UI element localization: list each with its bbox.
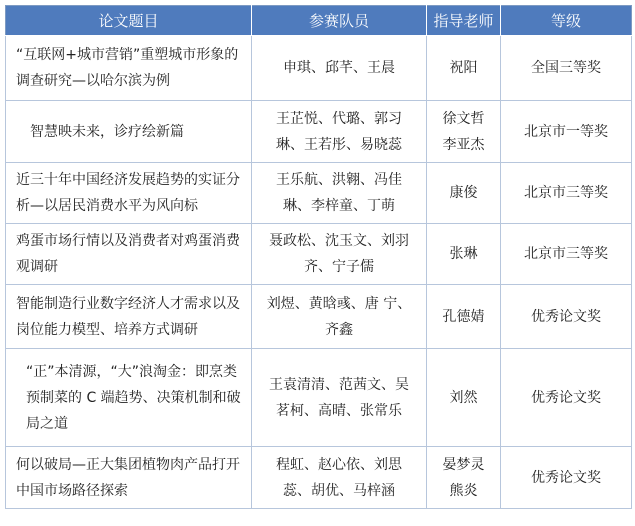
header-teacher: 指导老师 [427,6,501,36]
team-members: 程虹、赵心依、刘思蕊、胡优、马梓涵 [252,447,427,509]
paper-title: 近三十年中国经济发展趋势的实证分析—以居民消费水平为风向标 [6,163,252,224]
team-members: 王袁清清、范茜文、吴茗柯、高晴、张常乐 [252,349,427,447]
team-members: 聂政松、沈玉文、刘羽齐、宁子儒 [252,224,427,285]
paper-title: 鸡蛋市场行情以及消费者对鸡蛋消费观调研 [6,224,252,285]
award-level: 北京市三等奖 [501,163,632,224]
table-row [6,349,632,447]
table-row [6,224,632,285]
paper-title: 智能制造行业数字经济人才需求以及岗位能力模型、培养方式调研 [6,285,252,349]
award-level: 优秀论文奖 [501,285,632,349]
award-level: 北京市一等奖 [501,101,632,163]
team-members: 申琪、邱芊、王晨 [252,36,427,101]
table-header-row [6,6,632,36]
advisor: 康俊 [427,163,501,224]
table-row [6,447,632,509]
header-level: 等级 [501,6,632,36]
team-members: 王乐航、洪翱、冯佳琳、李梓童、丁萌 [252,163,427,224]
table-row [6,36,632,101]
team-members: 王芷悦、代璐、郭习琳、王若彤、易晓蕊 [252,101,427,163]
award-level: 优秀论文奖 [501,447,632,509]
advisor: 孔德婧 [427,285,501,349]
advisor: 晏梦灵熊炎 [427,447,501,509]
table-row [6,101,632,163]
advisor: 张琳 [427,224,501,285]
awards-table [5,5,632,509]
advisor: 祝阳 [427,36,501,101]
advisor: 徐文哲李亚杰 [427,101,501,163]
header-members: 参赛队员 [252,6,427,36]
award-level: 全国三等奖 [501,36,632,101]
award-level: 优秀论文奖 [501,349,632,447]
paper-title: 智慧映未来，诊疗绘新篇 [6,101,252,163]
advisor: 刘然 [427,349,501,447]
team-members: 刘煜、黄晗彧、唐 宁、齐鑫 [252,285,427,349]
table-row [6,163,632,224]
paper-title: “正”本清源，“大”浪淘金：即烹类预制菜的 C 端趋势、决策机制和破局之道 [6,349,252,447]
paper-title: “互联网+城市营销”重塑城市形象的调查研究—以哈尔滨为例 [6,36,252,101]
table-row [6,285,632,349]
paper-title: 何以破局—正大集团植物肉产品打开中国市场路径探索 [6,447,252,509]
header-title: 论文题目 [6,6,252,36]
award-level: 北京市三等奖 [501,224,632,285]
